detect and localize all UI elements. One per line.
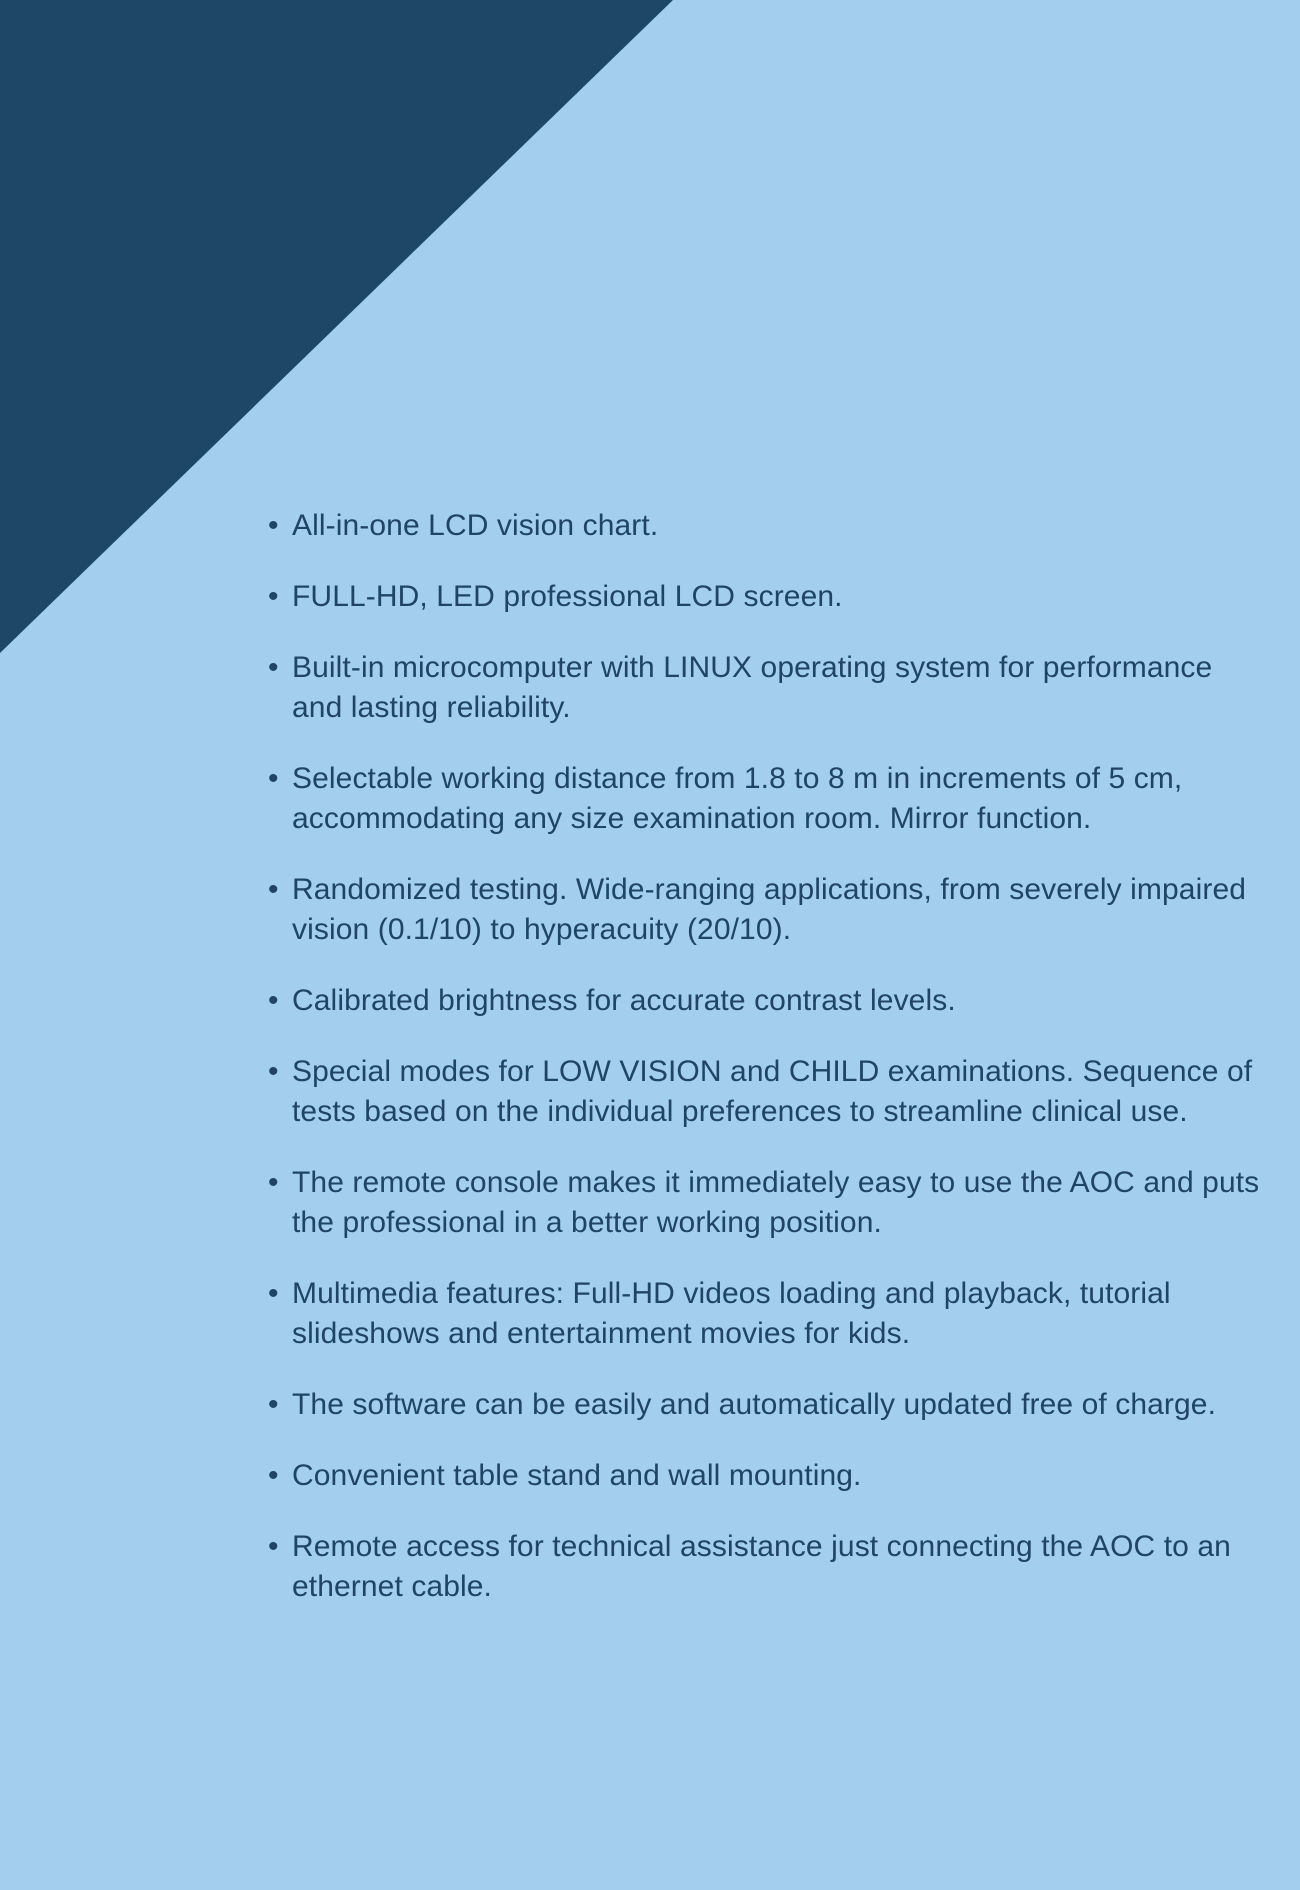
bullet-icon: • xyxy=(268,1388,279,1421)
bullet-icon: • xyxy=(268,762,279,795)
feature-item xyxy=(268,981,1268,1021)
feature-text: The remote console makes it immediately easy to use the AOC and puts the professional in a better working position. xyxy=(292,1166,1260,1239)
feature-item xyxy=(268,506,1268,546)
feature-item xyxy=(268,1385,1268,1425)
bullet-icon: • xyxy=(268,873,279,906)
bullet-icon: • xyxy=(268,509,279,542)
feature-text: Calibrated brightness for accurate contrast levels. xyxy=(292,984,956,1017)
feature-item xyxy=(268,759,1268,839)
feature-text: Randomized testing. Wide-ranging applications, from severely impaired vision (0.1/10) to hyperacuity (20/10). xyxy=(292,873,1247,946)
feature-text: Convenient table stand and wall mounting. xyxy=(292,1459,862,1492)
feature-item xyxy=(268,577,1268,617)
feature-list xyxy=(268,506,1268,1638)
bullet-icon: • xyxy=(268,580,279,613)
feature-item xyxy=(268,870,1268,950)
feature-item xyxy=(268,1456,1268,1496)
feature-item xyxy=(268,648,1268,728)
feature-item xyxy=(268,1163,1268,1243)
feature-text: The software can be easily and automatically updated free of charge. xyxy=(292,1388,1217,1421)
feature-text: FULL-HD, LED professional LCD screen. xyxy=(292,580,843,613)
bullet-icon: • xyxy=(268,651,279,684)
feature-text: All-in-one LCD vision chart. xyxy=(292,509,659,542)
feature-item xyxy=(268,1274,1268,1354)
bullet-icon: • xyxy=(268,1459,279,1492)
feature-item xyxy=(268,1527,1268,1607)
feature-text: Special modes for LOW VISION and CHILD examinations. Sequence of tests based on the individual preferences to streamline clinical use. xyxy=(292,1055,1253,1128)
bullet-icon: • xyxy=(268,1530,279,1563)
feature-text: Remote access for technical assistance just connecting the AOC to an ethernet cable. xyxy=(292,1530,1231,1603)
bullet-icon: • xyxy=(268,984,279,1017)
bullet-icon: • xyxy=(268,1166,279,1199)
bullet-icon: • xyxy=(268,1277,279,1310)
bullet-icon: • xyxy=(268,1055,279,1088)
feature-item xyxy=(268,1052,1268,1132)
feature-text: Multimedia features: Full-HD videos loading and playback, tutorial slideshows and entertainment movies for kids. xyxy=(292,1277,1171,1350)
feature-text: Selectable working distance from 1.8 to 8 m in increments of 5 cm, accommodating any size examination room. Mirror function. xyxy=(292,762,1183,835)
feature-text: Built-in microcomputer with LINUX operating system for performance and lasting reliability. xyxy=(292,651,1213,724)
